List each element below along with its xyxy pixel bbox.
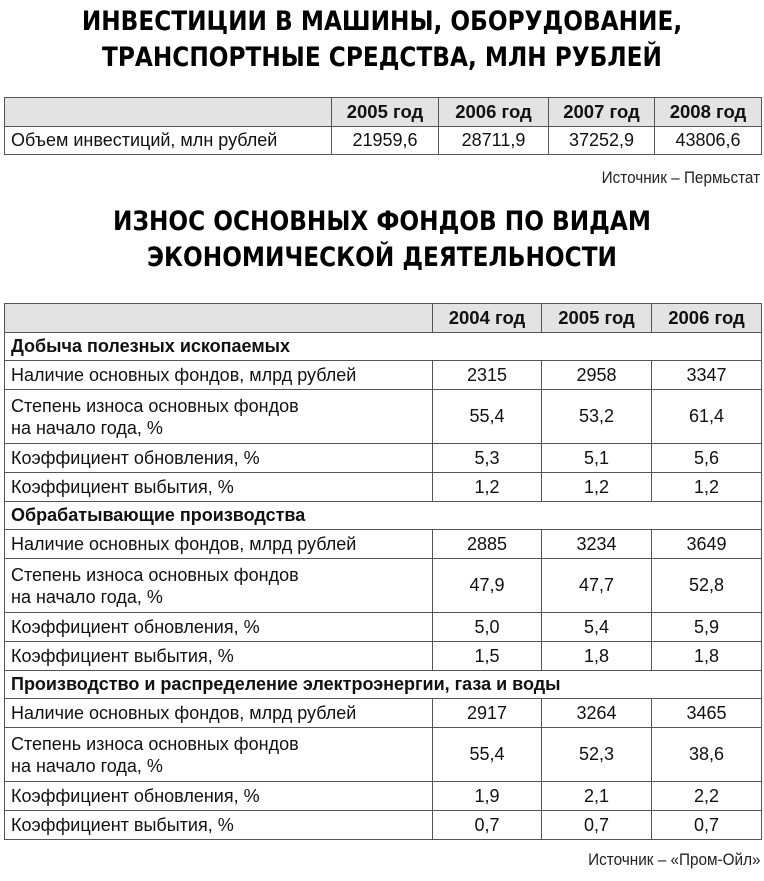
value-cell: 1,2 [433,473,542,502]
value-cell: 2315 [433,361,542,390]
section-title: Производство и распределение электроэнергии, газа и воды [5,671,762,699]
investments-table [4,97,762,155]
row-label [5,728,433,782]
value-cell: 2917 [433,699,542,728]
header-cell-2006: 2006 год [439,98,549,127]
value-cell: 5,4 [542,613,652,642]
value-cell: 2958 [542,361,652,390]
value-cell: 5,3 [433,444,542,473]
table-row [5,530,762,559]
value-cell: 61,4 [652,390,762,444]
value-cell: 3234 [542,530,652,559]
table-row [5,782,762,811]
value-cell: 1,2 [652,473,762,502]
header-cell-2005: 2005 год [542,304,652,333]
row-label [5,390,433,444]
row-label-line-1: Степень износа основных фондов [11,395,299,416]
section-title: Добыча полезных ископаемых [5,333,762,361]
value-cell: 2,2 [652,782,762,811]
value-cell: 37252,9 [549,127,655,155]
table-row [5,728,762,782]
value-cell: 55,4 [433,728,542,782]
investments-title-line-1: ИНВЕСТИЦИИ В МАШИНЫ, ОБОРУДОВАНИЕ, [81,6,683,37]
value-cell: 1,2 [542,473,652,502]
section-row-mining [5,333,762,361]
row-label: Коэффициент выбытия, % [5,642,433,671]
value-cell: 1,5 [433,642,542,671]
value-cell: 3264 [542,699,652,728]
header-cell-2008: 2008 год [655,98,762,127]
table-row [5,444,762,473]
value-cell: 21959,6 [332,127,439,155]
value-cell: 3649 [652,530,762,559]
depreciation-title-line-1: ИЗНОС ОСНОВНЫХ ФОНДОВ ПО ВИДАМ [113,206,651,237]
value-cell: 3465 [652,699,762,728]
value-cell: 43806,6 [655,127,762,155]
value-cell: 1,8 [542,642,652,671]
table-row [5,699,762,728]
value-cell: 0,7 [542,811,652,840]
investments-source: Источник – Пермьстат [601,168,760,187]
value-cell: 28711,9 [439,127,549,155]
table-header-row [5,304,762,333]
header-cell-empty [5,98,332,127]
table-row [5,127,762,155]
value-cell: 52,8 [652,559,762,613]
depreciation-table [4,303,762,840]
table-header-row [5,98,762,127]
depreciation-title [53,204,710,276]
row-label-line-2: на начало года, % [11,417,163,438]
value-cell: 3347 [652,361,762,390]
row-label-line-2: на начало года, % [11,586,163,607]
header-cell-2005: 2005 год [332,98,439,127]
value-cell: 5,6 [652,444,762,473]
header-cell-2007: 2007 год [549,98,655,127]
value-cell: 47,7 [542,559,652,613]
value-cell: 1,9 [433,782,542,811]
table-row [5,473,762,502]
value-cell: 2,1 [542,782,652,811]
row-label: Наличие основных фондов, млрд рублей [5,361,433,390]
row-label: Коэффициент обновления, % [5,782,433,811]
row-label: Наличие основных фондов, млрд рублей [5,699,433,728]
value-cell: 47,9 [433,559,542,613]
row-label: Коэффициент обновления, % [5,444,433,473]
header-cell-empty [5,304,433,333]
value-cell: 5,0 [433,613,542,642]
value-cell: 5,1 [542,444,652,473]
row-label: Коэффициент выбытия, % [5,811,433,840]
row-label-line-2: на начало года, % [11,755,163,776]
row-label: Коэффициент обновления, % [5,613,433,642]
section-title: Обрабатывающие производства [5,502,762,530]
table-row [5,613,762,642]
section-row-utilities [5,671,762,699]
value-cell: 55,4 [433,390,542,444]
header-cell-2004: 2004 год [433,304,542,333]
header-cell-2006: 2006 год [652,304,762,333]
investments-title-line-2: ТРАНСПОРТНЫЕ СРЕДСТВА, МЛН РУБЛЕЙ [102,42,662,73]
row-label: Коэффициент выбытия, % [5,473,433,502]
table-row [5,361,762,390]
value-cell: 52,3 [542,728,652,782]
depreciation-title-line-2: ЭКОНОМИЧЕСКОЙ ДЕЯТЕЛЬНОСТИ [147,242,617,273]
depreciation-source: Источник – «Пром-Ойл» [587,850,760,869]
value-cell: 2885 [433,530,542,559]
table-row [5,642,762,671]
row-label: Наличие основных фондов, млрд рублей [5,530,433,559]
row-label-line-1: Степень износа основных фондов [11,564,299,585]
row-label [5,559,433,613]
value-cell: 0,7 [652,811,762,840]
row-label: Объем инвестиций, млн рублей [5,127,332,155]
row-label-line-1: Степень износа основных фондов [11,733,299,754]
table-row [5,559,762,613]
value-cell: 53,2 [542,390,652,444]
value-cell: 0,7 [433,811,542,840]
investments-title [53,4,710,76]
value-cell: 38,6 [652,728,762,782]
table-row [5,811,762,840]
table-row [5,390,762,444]
section-row-manufacturing [5,502,762,530]
value-cell: 5,9 [652,613,762,642]
value-cell: 1,8 [652,642,762,671]
